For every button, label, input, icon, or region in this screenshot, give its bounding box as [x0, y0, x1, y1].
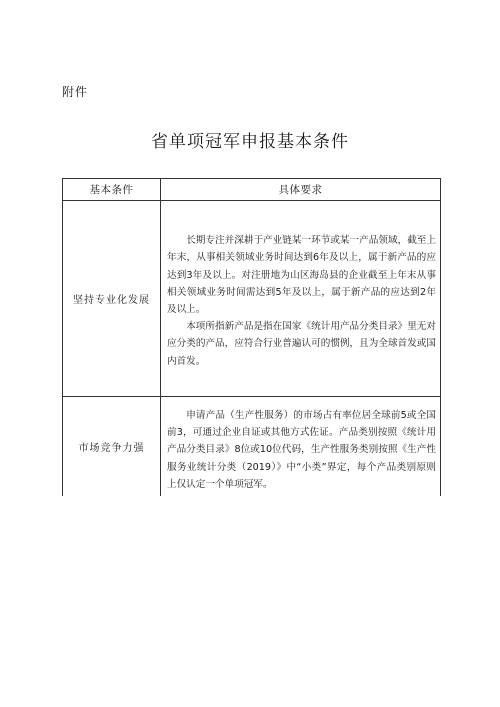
header-requirement: 具体要求	[161, 179, 441, 201]
attachment-label: 附件	[62, 85, 89, 99]
condition-cell: 坚持专业化发展	[63, 201, 161, 397]
requirement-paragraph: 长期专注并深耕于产业链某一环节或某一产品领域，截至上年末，从事相关领域业务时间达到6年及以上，属于新产品的应达到3年及以上。对注册地为山区海岛县的企业截至上年末从事相关领域业务时间需达到5年及以上，属于新产品的应达到2年及以上。	[167, 235, 436, 315]
table-row	[63, 397, 441, 497]
header-condition: 基本条件	[63, 179, 161, 201]
table-header-row	[63, 179, 441, 201]
conditions-table	[62, 178, 441, 496]
table-row	[63, 201, 441, 397]
requirement-cell	[161, 397, 441, 497]
requirement-paragraph: 申请产品（生产性服务）的市场占有率位居全球前5或全国前3，可通过企业自证或其他方式佐证。产品类别按照《统计用产品分类目录》8位或10位代码，生产性服务类别按照《生产性服务业统计分类（2019）》中“小类”界定，每个产品类别原则上仅认定一个单项冠军。	[167, 410, 436, 490]
requirement-paragraph: 本项所指新产品是指在国家《统计用产品分类目录》里无对应分类的产品，应符合行业普遍认可的惯例，且为全球首发或国内首发。	[167, 321, 436, 367]
requirement-cell	[161, 201, 441, 397]
document-title: 省单项冠军申报基本条件	[151, 132, 349, 152]
condition-cell: 市场竞争力强	[63, 397, 161, 497]
